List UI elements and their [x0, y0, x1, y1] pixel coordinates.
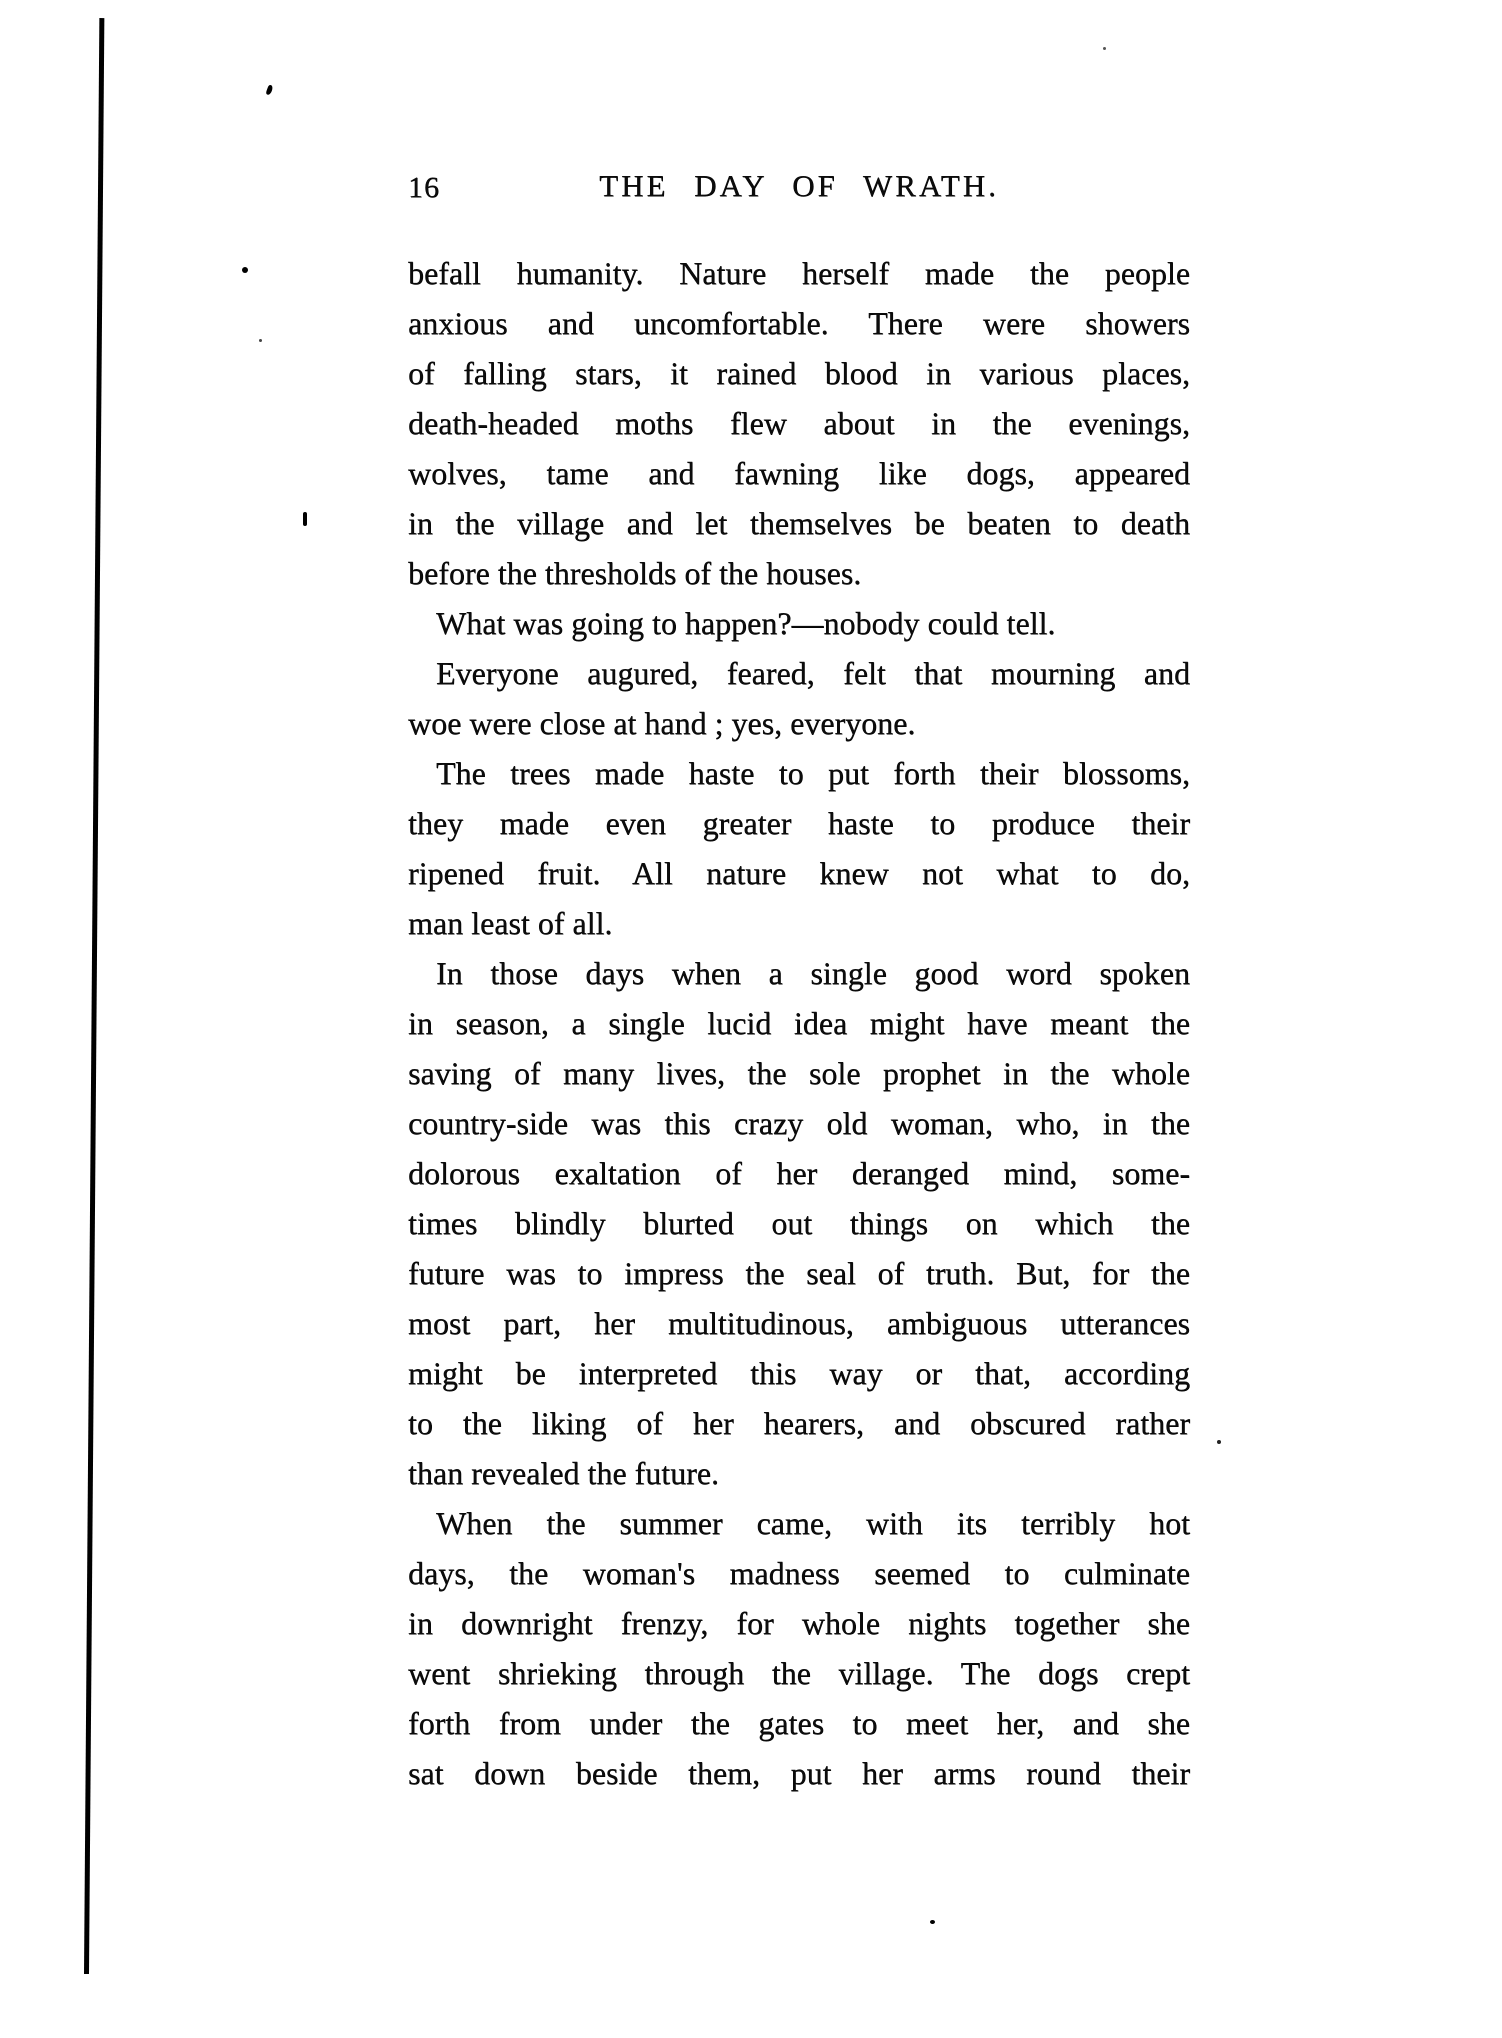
- text-line: death-headed moths flew about in the evenings,: [408, 405, 1190, 441]
- page-gutter-line: [84, 18, 104, 1974]
- paragraph: [408, 948, 1190, 1498]
- text-line: anxious and uncomfortable. There were showers: [408, 305, 1190, 341]
- text-line: ripened fruit. All nature knew not what to do,: [408, 855, 1190, 891]
- text-line: What was going to happen?—nobody could tell.: [436, 605, 1056, 641]
- running-title: THE DAY OF WRATH.: [599, 168, 999, 203]
- text-line: to the liking of her hearers, and obscured rather: [408, 1405, 1190, 1441]
- paragraph: [408, 648, 1190, 748]
- scan-speck: [259, 339, 262, 342]
- text-line: wolves, tame and fawning like dogs, appeared: [408, 455, 1190, 491]
- text-line: dolorous exaltation of her deranged mind, some-: [408, 1155, 1190, 1191]
- text-line: than revealed the future.: [408, 1455, 719, 1491]
- text-line: befall humanity. Nature herself made the people: [408, 255, 1190, 291]
- text-line: Everyone augured, feared, felt that mourning and: [436, 655, 1190, 691]
- text-line: saving of many lives, the sole prophet in the whole: [408, 1055, 1190, 1091]
- text-line: might be interpreted this way or that, according: [408, 1355, 1190, 1391]
- text-line: most part, her multitudinous, ambiguous utterances: [408, 1305, 1190, 1341]
- text-line: The trees made haste to put forth their blossoms,: [436, 755, 1190, 791]
- text-line: In those days when a single good word spoken: [436, 955, 1190, 991]
- scan-speck: [303, 512, 307, 526]
- text-line: of falling stars, it rained blood in various places,: [408, 355, 1190, 391]
- scan-speck: [242, 267, 248, 273]
- text-line: man least of all.: [408, 905, 613, 941]
- body-text: [408, 248, 1190, 1798]
- text-line: went shrieking through the village. The dogs crept: [408, 1655, 1190, 1691]
- text-line: in downright frenzy, for whole nights together she: [408, 1605, 1190, 1641]
- text-line: future was to impress the seal of truth. But, for the: [408, 1255, 1190, 1291]
- text-line: in the village and let themselves be beaten to death: [408, 505, 1190, 541]
- text-line: in season, a single lucid idea might have meant the: [408, 1005, 1190, 1041]
- paragraph: [408, 248, 1190, 598]
- text-line: times blindly blurted out things on which the: [408, 1205, 1190, 1241]
- paragraph: [408, 1498, 1190, 1798]
- text-line: When the summer came, with its terribly hot: [436, 1505, 1190, 1541]
- text-line: days, the woman's madness seemed to culminate: [408, 1555, 1190, 1591]
- paragraph: [408, 748, 1190, 948]
- scan-speck: [1103, 47, 1106, 50]
- scan-speck: [1217, 1440, 1221, 1444]
- text-line: they made even greater haste to produce their: [408, 805, 1190, 841]
- running-header: [408, 168, 1190, 212]
- text-line: woe were close at hand ; yes, everyone.: [408, 705, 916, 741]
- text-line: sat down beside them, put her arms round their: [408, 1755, 1190, 1791]
- paragraph: [408, 598, 1190, 648]
- text-line: country-side was this crazy old woman, who, in the: [408, 1105, 1190, 1141]
- text-line: before the thresholds of the houses.: [408, 555, 862, 591]
- text-line: forth from under the gates to meet her, and she: [408, 1705, 1190, 1741]
- scan-speck: [265, 84, 273, 95]
- page-number: 16: [408, 171, 440, 204]
- scan-speck: [930, 1920, 935, 1924]
